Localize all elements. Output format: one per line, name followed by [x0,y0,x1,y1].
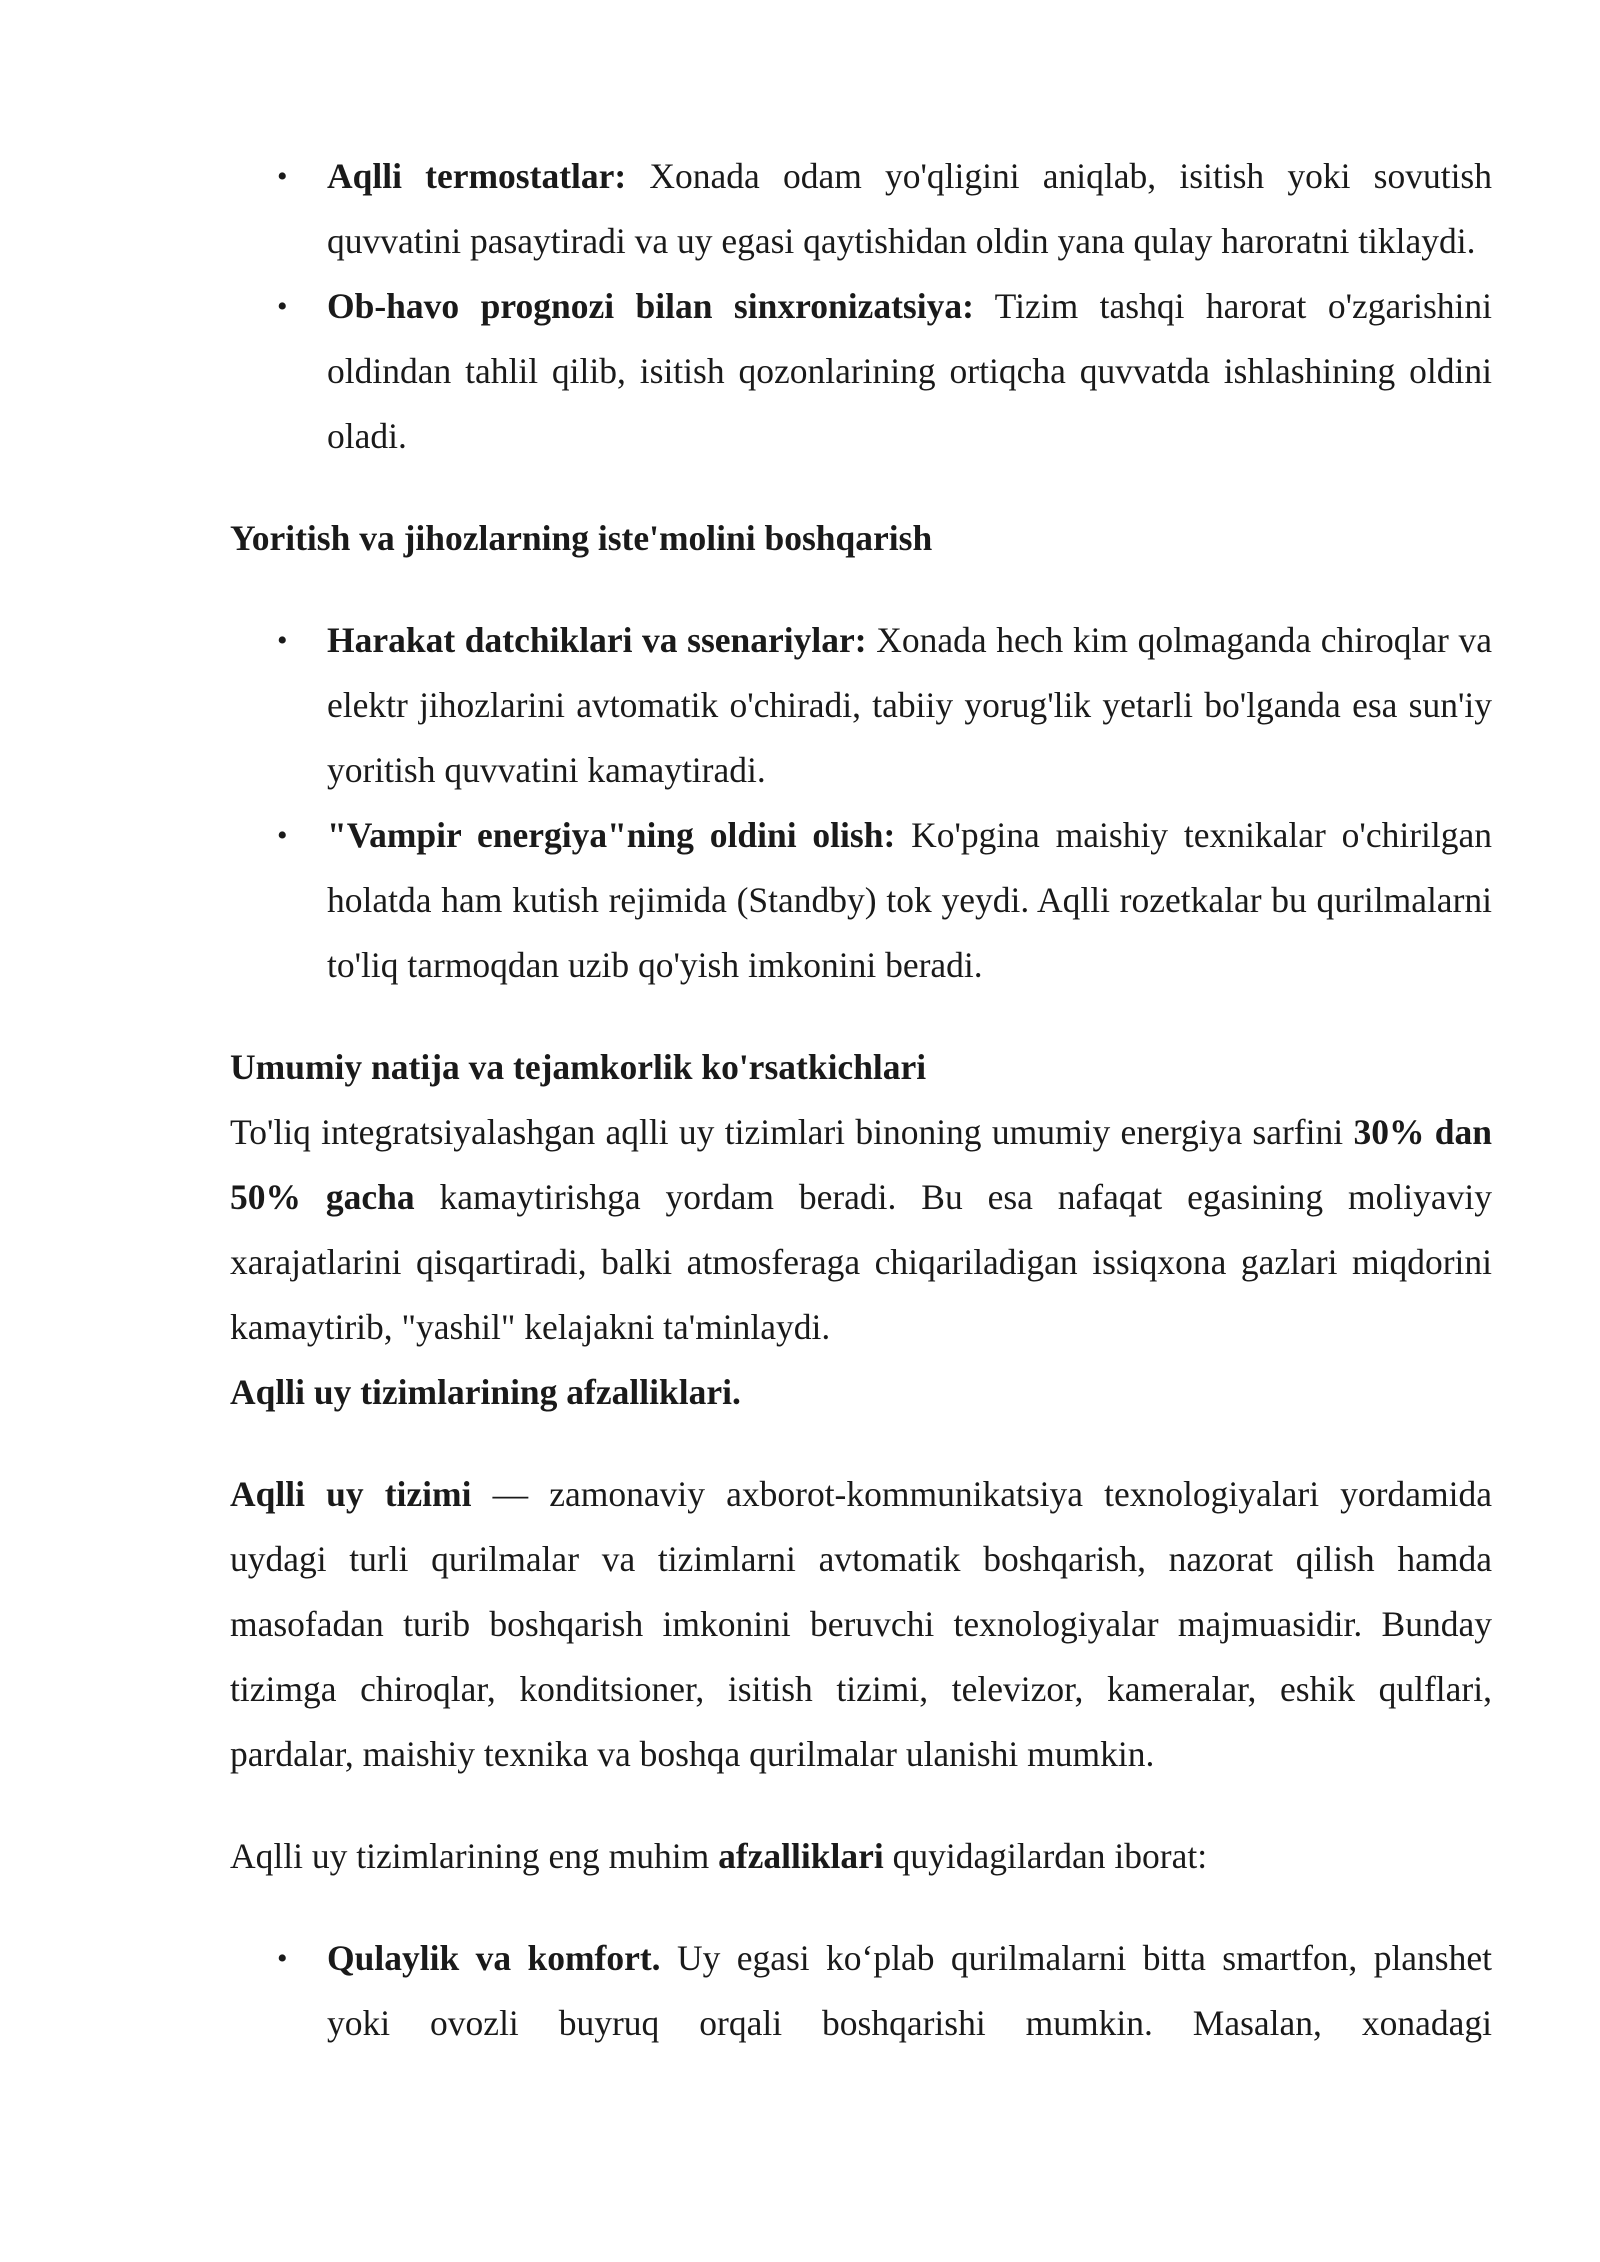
list-item-term: Qulaylik va komfort. [327,1938,661,1978]
paragraph-text: kamaytirishga yordam beradi. Bu esa nafaqat egasining moliyaviy xarajatlarini qisqartiradi, balki atmosferaga chiqariladigan issiqxona gazlari miqdorini kamaytirib, "yashil" kelajakni ta'minlaydi. [230,1177,1493,1347]
list-item-term: Aqlli termostatlar: [327,156,627,196]
list-item [230,608,1492,803]
bullet-icon: • [277,160,288,193]
list-item-term: "Vampir energiya"ning oldini olish: [327,815,896,855]
lighting-list [230,608,1492,998]
document-page [230,144,1492,2056]
paragraph-text: quyidagilardan iborat: [883,1836,1208,1876]
section-heading: Yoritish va jihozlarning iste'molini boshqarish [230,518,933,558]
section-heading: Umumiy natija va tejamkorlik ko'rsatkichlari [230,1047,927,1087]
intro-paragraph [230,1824,1492,1889]
definition-paragraph [230,1462,1492,1787]
list-item-text: Ko'pgina maishiy texnikalar o'chirilgan holatda ham kutish rejimida (Standby) tok yeydi. Aqlli rozetkalar bu qurilmalarni to'liq tarmoqdan uzib qo'yish imkonini beradi. [327,815,1492,985]
bullet-icon: • [277,290,288,323]
list-item [230,803,1492,998]
list-item [230,144,1492,274]
definition-term: Aqlli uy tizimi [230,1474,472,1514]
paragraph-highlight: 30% dan 50% gacha [230,1112,1492,1217]
list-item-text: Uy egasi ko‘plab qurilmalarni bitta smartfon, planshet yoki ovozli buyruq orqali boshqarishi mumkin. Masalan, xonadagi [327,1938,1492,2043]
advantages-list [230,1926,1492,2056]
paragraph-text: Aqlli uy tizimlarining eng muhim [230,1836,719,1876]
bullet-icon: • [277,819,288,852]
list-item-term: Harakat datchiklari va ssenariylar: [327,620,867,660]
bullet-icon: • [277,624,288,657]
list-item-term: Ob-havo prognozi bilan sinxronizatsiya: [327,286,974,326]
paragraph-highlight: afzalliklari [718,1836,884,1876]
paragraph-text: To'liq integratsiyalashgan aqlli uy tizimlari binoning umumiy energiya sarfini [230,1112,1354,1152]
definition-text: — zamonaviy axborot-kommunikatsiya texnologiyalari yordamida uydagi turli qurilmalar va tizimlarni avtomatik boshqarish, nazorat qilish hamda masofadan turib boshqarish imkonini beruvchi texnologiyalar majmuasidir. Bunday tizimga chiroqlar, konditsioner, isitish tizimi, televizor, kameralar, eshik qulflari, pardalar, maishiy texnika va boshqa qurilmalar ulanishi mumkin. [230,1474,1492,1774]
heating-list [230,144,1492,469]
list-item [230,274,1492,469]
list-item-text: Xonada hech kim qolmaganda chiroqlar va elektr jihozlarini avtomatik o'chiradi, tabiiy yorug'lik yetarli bo'lganda esa sun'iy yoritish quvvatini kamaytiradi. [327,620,1492,790]
list-item [230,1926,1492,2056]
section-heading: Aqlli uy tizimlarining afzalliklari. [230,1372,741,1412]
bullet-icon: • [277,1942,288,1975]
list-item-text: Tizim tashqi harorat o'zgarishini oldindan tahlil qilib, isitish qozonlarining ortiqcha quvvatda ishlashining oldini oladi. [327,286,1492,456]
list-item-text: Xonada odam yo'qligini aniqlab, isitish yoki sovutish quvvatini pasaytiradi va uy egasi qaytishidan oldin yana qulay haroratni tiklaydi. [327,156,1492,261]
results-paragraph [230,1100,1492,1360]
